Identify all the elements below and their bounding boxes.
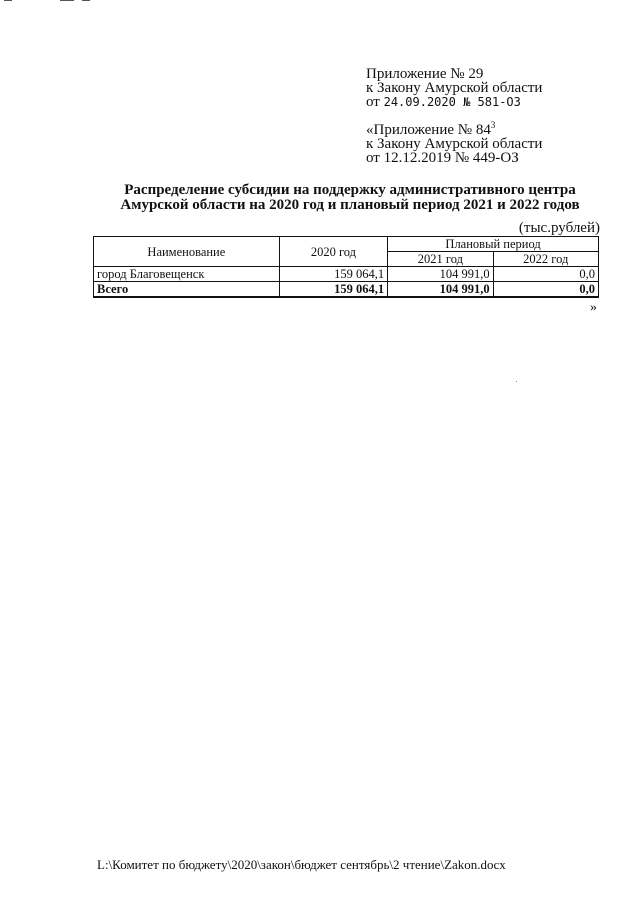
scan-mark (60, 0, 74, 1)
appendix-amended-line3: от 12.12.2019 № 449-ОЗ (366, 150, 519, 166)
document-title-line1: Распределение субсидии на поддержку административного центра (124, 182, 576, 198)
row-value-2021: 104 991,0 (388, 267, 493, 282)
document-title-line2: Амурской области на 2020 год и плановый период 2021 и 2022 годов (120, 197, 580, 213)
appendix-amended-number: «Приложение № 84 (366, 122, 491, 138)
row-value-2022: 0,0 (493, 267, 598, 282)
total-label: Всего (94, 282, 280, 298)
table-row (94, 267, 599, 282)
appendix-current-block (366, 67, 542, 109)
header-2020: 2020 год (279, 237, 387, 267)
header-planned-period: Плановый период (388, 237, 599, 252)
units-label: (тыс.рублей) (518, 220, 600, 236)
appendix-amended-line1 (366, 118, 542, 137)
handwritten-date-number: 24.09.2020 № 581-ОЗ (383, 95, 521, 109)
appendix-current-line1: Приложение № 29 (366, 66, 484, 82)
total-value-2020: 159 064,1 (279, 282, 387, 298)
subsidy-distribution-table (93, 236, 599, 298)
scan-speck (516, 381, 517, 382)
footer-file-path: L:\Комитет по бюджету\2020\закон\бюджет сентябрь\2 чтение\Zakon.docx (97, 857, 506, 872)
row-value-2020: 159 064,1 (279, 267, 387, 282)
scan-mark (82, 0, 90, 1)
document-title (90, 183, 610, 213)
header-2022: 2022 год (493, 252, 598, 267)
appendix-amended-block (366, 118, 542, 165)
table-header-row (94, 237, 599, 252)
total-value-2022: 0,0 (493, 282, 598, 298)
header-name: Наименование (94, 237, 280, 267)
table-total-row (94, 282, 599, 298)
appendix-amended-line2: к Закону Амурской области (366, 136, 543, 152)
appendix-amended-superscript: 3 (490, 120, 496, 130)
row-name: город Благовещенск (94, 267, 280, 282)
appendix-current-line3 (366, 95, 542, 109)
total-value-2021: 104 991,0 (388, 282, 493, 298)
header-2021: 2021 год (388, 252, 493, 267)
appendix-current-line2: к Закону Амурской области (366, 80, 543, 96)
closing-quote: » (590, 300, 597, 315)
scan-mark (4, 0, 12, 1)
appendix-current-date-prefix: от (366, 94, 384, 110)
